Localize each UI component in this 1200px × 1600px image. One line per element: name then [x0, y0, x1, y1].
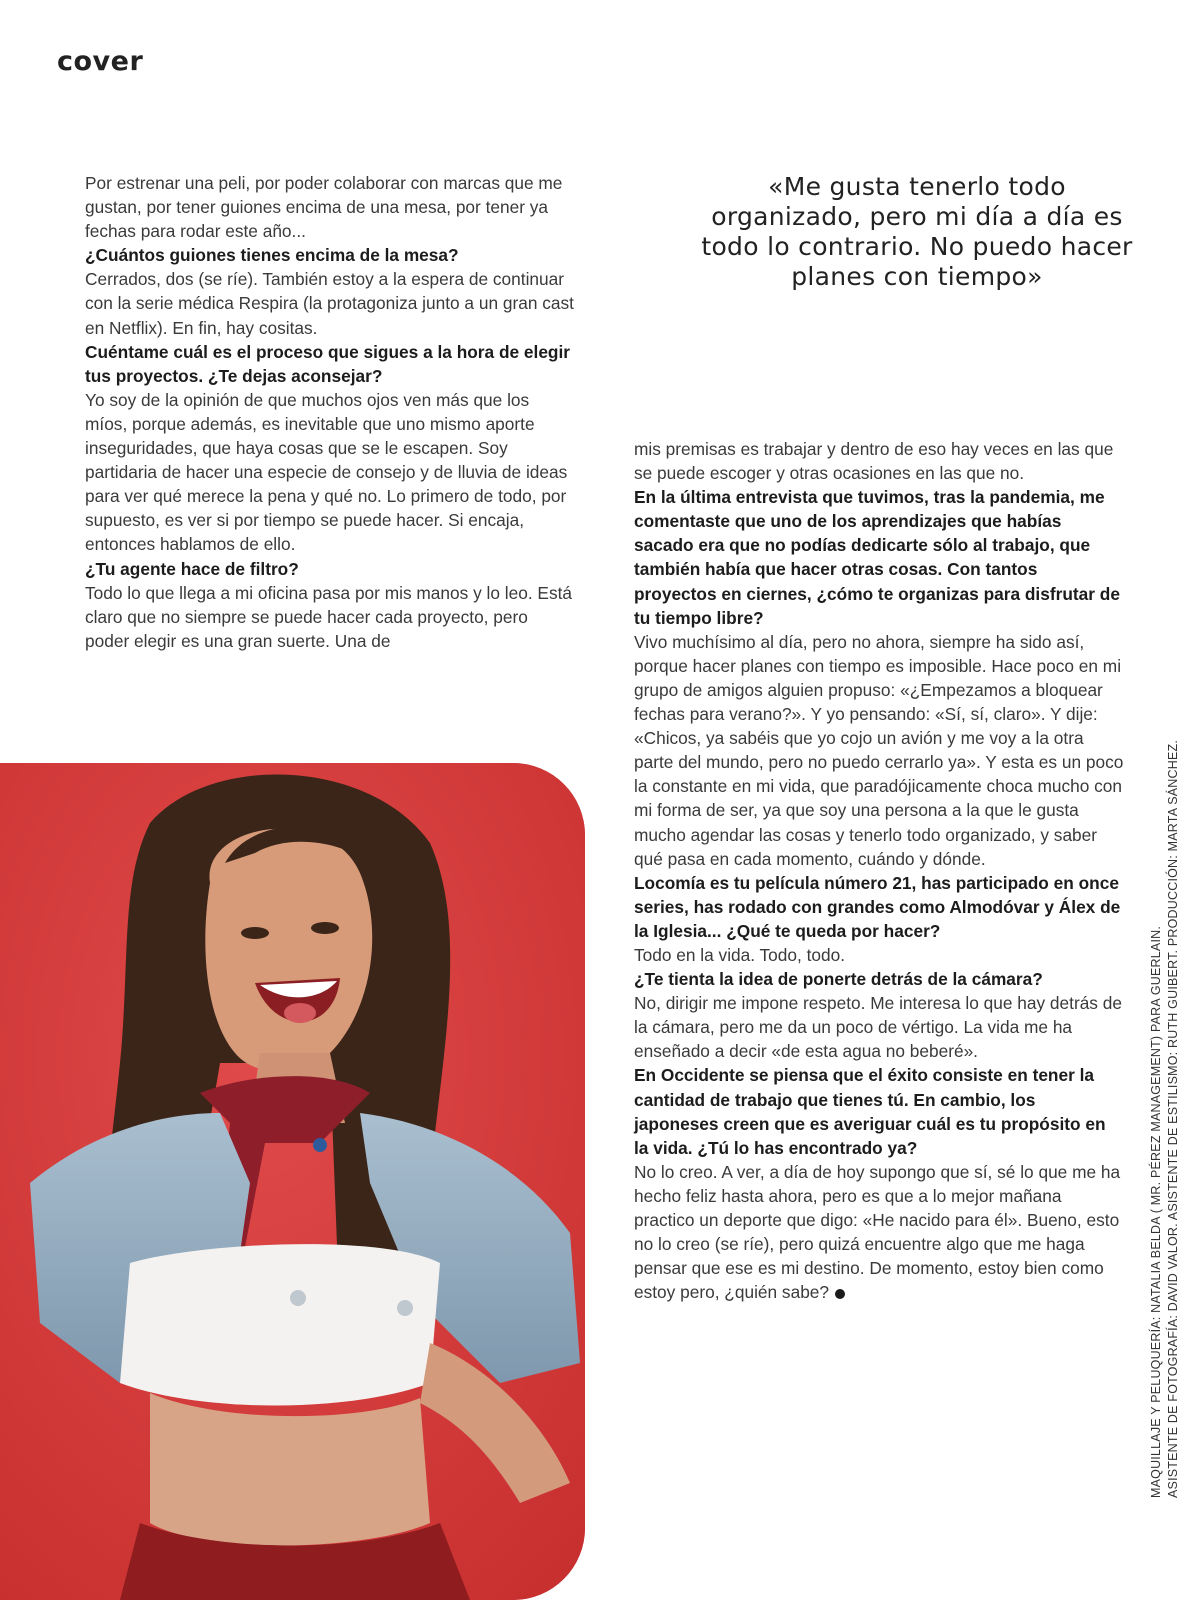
paragraph-text: mis premisas es trabajar y dentro de eso hay veces en las que se puede escoger y otras ocasiones en las que no.	[634, 439, 1114, 484]
interview-answer	[85, 388, 575, 557]
paragraph-text: ¿Te tienta la idea de ponerte detrás de la cámara?	[634, 969, 1043, 990]
paragraph-text: Cerrados, dos (se ríe). También estoy a la espera de continuar con la serie médica Respira (la protagoniza junto a un gran cast en Netflix). En fin, hay cositas.	[85, 269, 574, 338]
interview-question	[85, 557, 575, 581]
interview-answer	[634, 1160, 1124, 1305]
interview-answer	[634, 991, 1124, 1063]
paragraph-text: En Occidente se piensa que el éxito consiste en tener la cantidad de trabajo que tienes tú. En cambio, los japoneses creen que es averiguar cuál es tu propósito en la vida. ¿Tú lo has encontrado ya?	[634, 1065, 1106, 1158]
pull-quote: «Me gusta tenerlo todo organizado, pero mi día a día es todo lo contrario. No puedo hacer planes con tiempo»	[701, 172, 1133, 291]
paragraph-text: ¿Tu agente hace de filtro?	[85, 558, 299, 579]
interview-question	[85, 243, 575, 267]
interview-question	[634, 485, 1124, 630]
paragraph-text: Locomía es tu película número 21, has participado en once series, has rodado con grandes como Almodóvar y Álex de la Iglesia... ¿Qué te queda por hacer?	[634, 872, 1121, 941]
paragraph-text: Todo en la vida. Todo, todo.	[634, 944, 846, 965]
portrait-photo	[0, 763, 585, 1600]
paragraph-text: Vivo muchísimo al día, pero no ahora, siempre ha sido así, porque hacer planes con tiempo es imposible. Hace poco en mi grupo de amigos alguien propuso: «¿Empezamos a bloquear fechas para verano?». Y yo pensando: «Sí, sí, claro». Y dije: «Chicos, ya sabéis que yo cojo un avión y me voy a la otra parte del mundo, pero no puedo cerrarlo ya». Y esta es un poco la constante en mi vida, que paradójicamente choca mucho con mi forma de ser, ya que soy una persona a la que le gusta mucho agendar las cosas y tenerlo todo organizado, y saber qué pasa en cada momento, cuándo y dónde.	[634, 631, 1124, 869]
credit-line: ASISTENTE DE FOTOGRAFÍA: DAVID VALOR. ASISTENTE DE ESTILISMO: RUTH GUIBERT. PRODUCCIÓN: MARTA SÁNCHEZ.	[1166, 739, 1180, 1498]
paragraph-text: Por estrenar una peli, por poder colaborar con marcas que me gustan, por tener guiones encima de una mesa, por tener ya fechas para rodar este año...	[85, 173, 563, 242]
end-mark-icon	[835, 1289, 845, 1299]
right-column	[634, 437, 1124, 1304]
interview-answer	[85, 581, 575, 653]
interview-question	[85, 340, 575, 388]
interview-answer	[634, 630, 1124, 871]
paragraph-text: No, dirigir me impone respeto. Me interesa lo que hay detrás de la cámara, pero me da un poco de vértigo. La vida me ha enseñado a decir «de esta agua no beberé».	[634, 993, 1122, 1062]
interview-question	[634, 1063, 1124, 1159]
section-label: cover	[57, 46, 144, 77]
paragraph-text: No lo creo. A ver, a día de hoy supongo que sí, sé lo que me ha hecho feliz hasta ahora, pero es que a lo mejor mañana practico un deporte que digo: «He nacido para él». Bueno, esto no lo creo (se ríe), pero quizá encuentre algo que me haga pensar que ese es mi destino. De momento, estoy bien como estoy pero, ¿quién sabe?	[634, 1161, 1121, 1303]
interview-question	[634, 871, 1124, 943]
paragraph-text: ¿Cuántos guiones tienes encima de la mesa?	[85, 245, 459, 266]
photo-credits	[1148, 740, 1182, 1498]
interview-answer	[85, 267, 575, 339]
interview-answer	[85, 171, 575, 243]
interview-answer	[634, 943, 1124, 967]
interview-question	[634, 967, 1124, 991]
paragraph-text: Cuéntame cuál es el proceso que sigues a la hora de elegir tus proyectos. ¿Te dejas aconsejar?	[85, 341, 571, 386]
paragraph-text: En la última entrevista que tuvimos, tras la pandemia, me comentaste que uno de los aprendizajes que habías sacado era que no podías dedicarte sólo al trabajo, que también había que hacer otras cosas. Con tantos proyectos en ciernes, ¿cómo te organizas para disfrutar de tu tiempo libre?	[634, 487, 1120, 628]
credit-line: MAQUILLAJE Y PELUQUERÍA: NATALIA BELDA ( MR. PÉREZ MANAGEMENT) PARA GUERLAIN.	[1149, 925, 1163, 1498]
paragraph-text: Yo soy de la opinión de que muchos ojos ven más que los míos, porque además, es inevitable que uno mismo aporte inseguridades, que haya cosas que se le escapen. Soy partidaria de hacer una especie de consejo y de lluvia de ideas para ver qué merece la pena y qué no. Lo primero de todo, por supuesto, es ver si por tiempo se puede hacer. Si encaja, entonces hablamos de ello.	[85, 389, 568, 555]
paragraph-text: Todo lo que llega a mi oficina pasa por mis manos y lo leo. Está claro que no siempre se puede hacer cada proyecto, pero poder elegir es una gran suerte. Una de	[85, 582, 573, 651]
left-column	[85, 171, 575, 653]
interview-answer	[634, 437, 1124, 485]
